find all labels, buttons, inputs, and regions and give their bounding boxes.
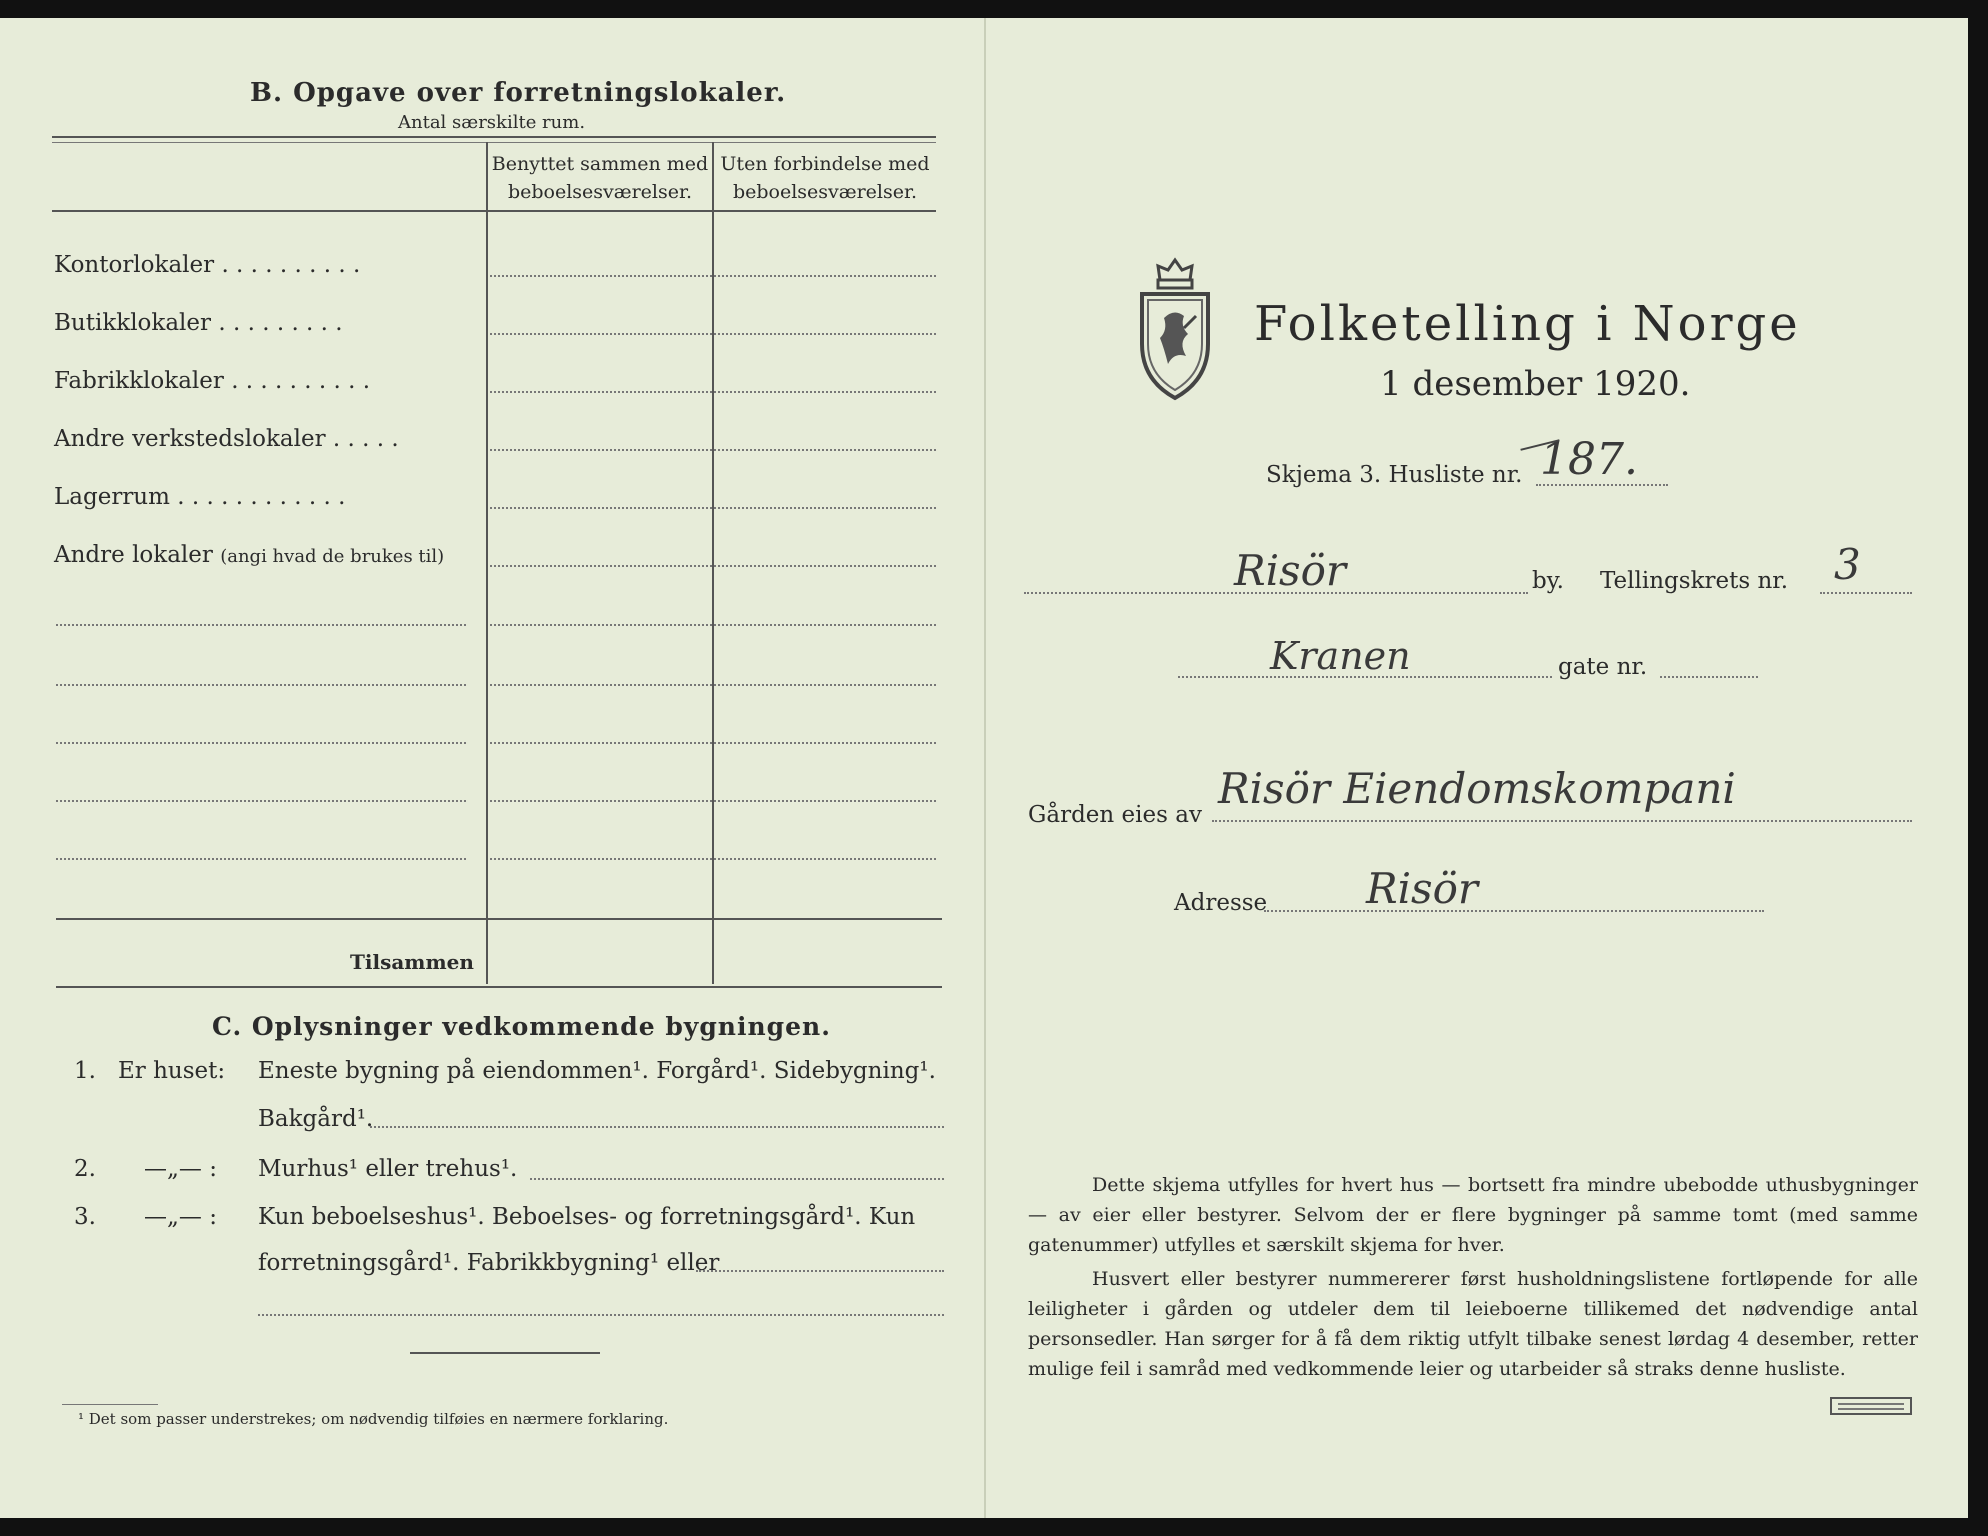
row-label-andre: Andre lokaler (angi hvad de brukes til) xyxy=(54,542,445,568)
scan-edge-right xyxy=(1968,0,1988,1536)
item-2-fill-line xyxy=(530,1178,944,1180)
form-title: Folketelling i Norge xyxy=(1254,296,1801,352)
item-2-lead: —„— : xyxy=(144,1156,217,1182)
row-label-butikk: Butikklokaler . . . . . . . . . xyxy=(54,310,343,336)
item-2-number: 2. xyxy=(74,1156,96,1182)
address-line xyxy=(1264,910,1764,912)
city-handwritten[interactable]: Risör xyxy=(1234,546,1346,595)
col2-header: Uten forbindelse med beboelsesværelser. xyxy=(720,153,930,203)
scan-edge-top xyxy=(0,0,1988,18)
footnote: ¹ Det som passer understrekes; om nødvendig tilføies en nærmere forklaring. xyxy=(78,1410,669,1428)
item-3-fill-line xyxy=(696,1270,944,1272)
cell-line-6 xyxy=(490,565,936,567)
owner-handwritten[interactable]: Risör Eiendomskompani xyxy=(1218,764,1736,813)
blank-line-1 xyxy=(56,624,466,626)
skjema-label: Skjema 3. Husliste nr. xyxy=(1266,462,1523,488)
footnote-rule xyxy=(62,1404,158,1405)
by-label: by. xyxy=(1532,568,1564,594)
gate-nr-line xyxy=(1660,676,1758,678)
total-bottom-rule xyxy=(56,986,942,988)
item-1-text-2: Bakgård¹. xyxy=(258,1106,374,1132)
census-date: 1 desember 1920. xyxy=(1380,364,1691,404)
cell-line-11 xyxy=(490,858,936,860)
scan-edge-bottom xyxy=(0,1518,1988,1536)
row-label-fabrikk: Fabrikklokaler . . . . . . . . . . xyxy=(54,368,371,394)
tellingskrets-handwritten[interactable]: 3 xyxy=(1834,540,1861,589)
item-1-lead: Er huset: xyxy=(118,1058,226,1084)
cell-line-10 xyxy=(490,800,936,802)
total-label: Tilsammen xyxy=(350,950,474,974)
table-top-rule-2 xyxy=(52,142,936,143)
blank-line-5 xyxy=(56,858,466,860)
section-c-title: C. Oplysninger vedkommende bygningen. xyxy=(212,1012,831,1041)
gate-label: gate nr. xyxy=(1558,654,1648,680)
total-top-rule xyxy=(56,918,942,920)
col1-header: Benyttet sammen med beboelsesværelser. xyxy=(491,153,709,203)
item-1-text: Eneste bygning på eiendommen¹. Forgård¹. Sidebygning¹. xyxy=(258,1058,936,1084)
section-b-subtitle: Antal særskilte rum. xyxy=(398,112,586,133)
row-label-lager: Lagerrum . . . . . . . . . . . . xyxy=(54,484,346,510)
owner-line xyxy=(1212,820,1912,822)
blank-line-3 xyxy=(56,742,466,744)
table-top-rule xyxy=(52,136,936,138)
printer-stamp-icon xyxy=(1830,1396,1912,1416)
instructions-paragraph-2: Husvert eller bestyrer nummererer først husholdningslistene fortløpende for alle leiligheter i gården og utdeler dem til leieboerne tillikemed det nødvendige antal personsedler. Han sørger for å få dem riktig utfylt tilbake senest lørdag 4 desember, retter mulige feil i samråd med vedkommende leier og utarbeider så straks denne husliste. xyxy=(1028,1268,1918,1380)
instructions-paragraph-1: Dette skjema utfylles for hvert hus — bortsett fra mindre ubebodde uthusbygninger — av eier eller bestyrer. Selvom der er flere bygninger på samme tomt (med samme gatenummer) utfylles et særskilt skjema for hver. xyxy=(1028,1174,1918,1256)
section-b-title: B. Opgave over forretningslokaler. xyxy=(250,78,787,108)
tellingskrets-label: Tellingskrets nr. xyxy=(1600,568,1789,594)
address-handwritten[interactable]: Risör xyxy=(1366,864,1478,913)
item-3-number: 3. xyxy=(74,1204,96,1230)
cell-line-8 xyxy=(490,684,936,686)
row-label-kontor: Kontorlokaler . . . . . . . . . . xyxy=(54,252,361,278)
section-c-end-rule xyxy=(410,1352,600,1354)
cell-line-5 xyxy=(490,507,936,509)
cell-line-4 xyxy=(490,449,936,451)
cell-line-1 xyxy=(490,275,936,277)
tellingskrets-line xyxy=(1820,592,1912,594)
col1-divider xyxy=(486,142,488,984)
blank-line-2 xyxy=(56,684,466,686)
street-handwritten[interactable]: Kranen xyxy=(1270,634,1411,678)
address-label: Adresse xyxy=(1174,890,1268,916)
cell-line-3 xyxy=(490,391,936,393)
item-3-lead: —„— : xyxy=(144,1204,217,1230)
item-1-number: 1. xyxy=(74,1058,96,1084)
item-2-text: Murhus¹ eller trehus¹. xyxy=(258,1156,518,1182)
item-3-text-2: forretningsgård¹. Fabrikkbygning¹ eller xyxy=(258,1250,720,1276)
page-fold xyxy=(984,18,986,1518)
item-1-fill-line xyxy=(370,1126,944,1128)
cell-line-9 xyxy=(490,742,936,744)
blank-line-4 xyxy=(56,800,466,802)
item-3-text: Kun beboelseshus¹. Beboelses- og forretningsgård¹. Kun xyxy=(258,1204,916,1230)
item-3-extra-line xyxy=(258,1314,944,1316)
header-bottom-rule xyxy=(52,210,936,212)
husliste-number-handwritten[interactable]: 187. xyxy=(1540,434,1638,485)
norwegian-coat-of-arms-icon xyxy=(1134,256,1216,402)
cell-line-7 xyxy=(490,624,936,626)
row-label-verksted: Andre verkstedslokaler . . . . . xyxy=(54,426,399,452)
owner-label: Gården eies av xyxy=(1028,802,1202,828)
cell-line-2 xyxy=(490,333,936,335)
